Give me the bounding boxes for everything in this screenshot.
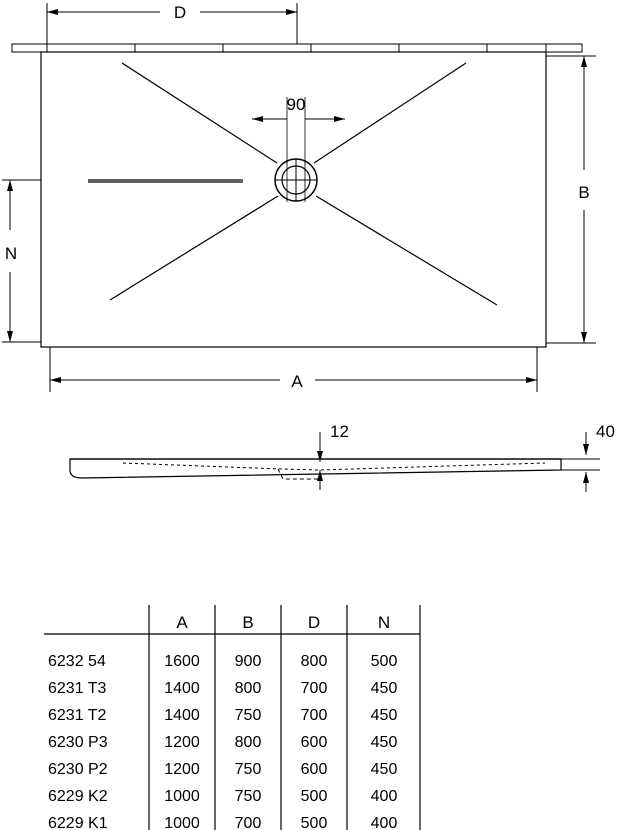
table-header-N: N: [377, 613, 391, 632]
cell-A: 1600: [164, 653, 200, 670]
table-row: [48, 707, 397, 724]
dimension-D: [47, 3, 297, 44]
cell-model: 6229 K2: [48, 788, 108, 805]
cell-B: 750: [234, 707, 262, 724]
cell-N: 450: [370, 761, 398, 778]
dimension-label-D: D: [173, 3, 187, 22]
cell-A: 1400: [164, 680, 200, 697]
cell-D: 700: [300, 680, 328, 697]
cell-N: 500: [370, 653, 398, 670]
cell-N: 400: [370, 815, 398, 830]
table-row: [48, 761, 397, 778]
cell-D: 700: [300, 707, 328, 724]
cell-A: 1000: [164, 788, 200, 805]
table-row: [48, 734, 397, 751]
cell-B: 800: [234, 680, 262, 697]
dimension-label-N: N: [4, 244, 18, 263]
table-row: [48, 680, 397, 697]
cell-model: 6230 P3: [48, 734, 108, 751]
cell-N: 400: [370, 788, 398, 805]
table-row: [48, 788, 397, 805]
cell-D: 500: [300, 788, 328, 805]
cell-model: 6231 T3: [48, 680, 107, 697]
dimension-label-40: 40: [596, 422, 615, 441]
cell-A: 1200: [164, 761, 200, 778]
dimension-label-A: A: [291, 372, 303, 391]
side-view: [70, 422, 615, 492]
cell-B: 750: [234, 788, 262, 805]
cell-model: 6230 P2: [48, 761, 108, 778]
cell-A: 1000: [164, 815, 200, 830]
dimension-N: [2, 180, 41, 342]
cell-A: 1400: [164, 707, 200, 724]
drain-icon: [275, 159, 317, 202]
dimension-12: [320, 422, 349, 490]
table-row: [48, 815, 397, 830]
cell-B: 700: [234, 815, 262, 830]
dimension-40: [561, 422, 615, 492]
cell-model: 6229 K1: [48, 815, 108, 830]
cell-D: 600: [300, 734, 328, 751]
dimension-B: [546, 56, 596, 343]
spec-table: [44, 605, 420, 830]
dimension-label-B: B: [578, 183, 590, 202]
cell-N: 450: [370, 707, 398, 724]
cell-B: 750: [234, 761, 262, 778]
cell-D: 600: [300, 761, 328, 778]
dimension-A: [50, 347, 537, 392]
table-header-A: A: [176, 613, 188, 632]
cell-N: 450: [370, 680, 398, 697]
cell-D: 500: [300, 815, 328, 830]
cell-A: 1200: [164, 734, 200, 751]
cell-N: 450: [370, 734, 398, 751]
top-view: [12, 44, 582, 347]
cell-B: 900: [234, 653, 262, 670]
cell-B: 800: [234, 734, 262, 751]
table-header-D: D: [307, 613, 321, 632]
cell-model: 6232 54: [48, 653, 106, 670]
table-row: [48, 653, 397, 670]
dimension-label-12: 12: [330, 422, 349, 441]
table-header-B: B: [242, 613, 254, 632]
dimension-label-90: 90: [286, 95, 306, 114]
cell-D: 800: [300, 653, 328, 670]
cell-model: 6231 T2: [48, 707, 107, 724]
